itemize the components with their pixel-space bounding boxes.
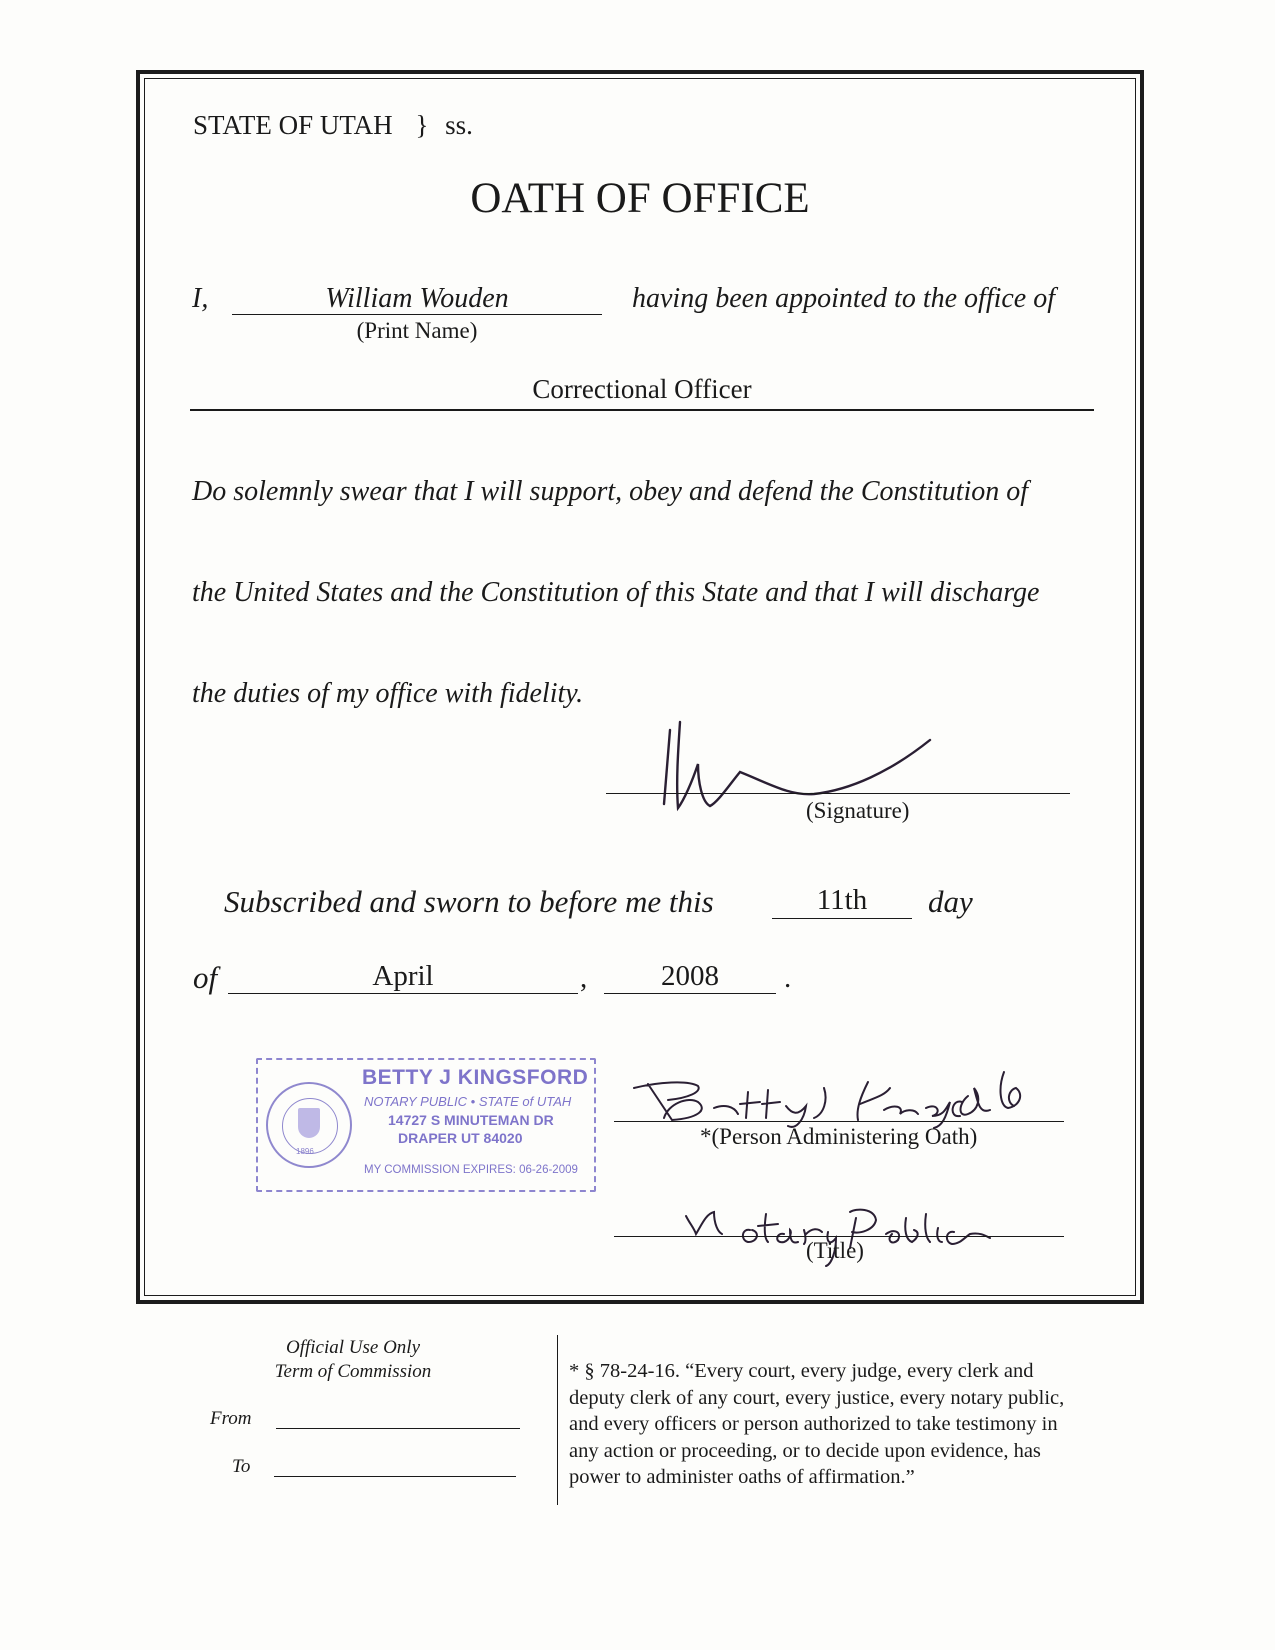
brace: } bbox=[415, 110, 429, 140]
month-line bbox=[228, 993, 578, 994]
title-line bbox=[614, 1236, 1064, 1237]
day-word: day bbox=[928, 884, 973, 919]
appointment-prefix: I, bbox=[192, 283, 209, 314]
to-line bbox=[274, 1476, 516, 1477]
statute-line: and every officers or person authorized to take testimony in bbox=[569, 1413, 1058, 1435]
appointee-name: William Wouden bbox=[325, 283, 509, 314]
oath-line-1: Do solemnly swear that I will support, obey and defend the Constitution of bbox=[192, 476, 1029, 507]
oath-line-3: the duties of my office with fidelity. bbox=[192, 678, 584, 709]
term-of-commission-line: Term of Commission bbox=[274, 1361, 432, 1382]
footer-divider bbox=[557, 1335, 558, 1505]
statute-line: any action or proceeding, or to decide upon evidence, has bbox=[569, 1439, 1041, 1462]
stamp-line-2: 14727 S MINUTEMAN DR bbox=[388, 1112, 554, 1128]
notary-stamp bbox=[256, 1058, 596, 1192]
stamp-expires: MY COMMISSION EXPIRES: 06-26-2009 bbox=[364, 1164, 578, 1176]
state-label: STATE OF UTAH bbox=[193, 110, 393, 140]
month-comma: , bbox=[580, 962, 588, 994]
administering-line bbox=[614, 1121, 1064, 1122]
sworn-month: April bbox=[372, 960, 434, 992]
sworn-day: 11th bbox=[816, 884, 868, 916]
office-title: Correctional Officer bbox=[532, 374, 752, 404]
subscribed-text: Subscribed and sworn to before me this bbox=[224, 884, 714, 919]
appointment-suffix: having been appointed to the office of bbox=[632, 283, 1056, 314]
seal-year: 1896 bbox=[296, 1147, 314, 1156]
title-signature bbox=[680, 1188, 1060, 1268]
stamp-line-3: DRAPER UT 84020 bbox=[398, 1130, 523, 1146]
name-caption: (Print Name) bbox=[356, 318, 478, 343]
name-line bbox=[232, 314, 602, 315]
day-line bbox=[772, 918, 912, 919]
administering-caption: *(Person Administering Oath) bbox=[700, 1124, 978, 1149]
signature-caption: (Signature) bbox=[806, 798, 910, 823]
office-line bbox=[190, 409, 1094, 411]
statute-line: power to administer oaths of affirmation.” bbox=[569, 1466, 915, 1488]
state-header bbox=[193, 110, 473, 141]
signature-line bbox=[606, 793, 1070, 794]
stamp-name: BETTY J KINGSFORD bbox=[362, 1066, 589, 1089]
to-label: To bbox=[232, 1456, 251, 1477]
official-use-heading bbox=[228, 1336, 478, 1384]
official-use-line: Official Use Only bbox=[285, 1337, 421, 1358]
from-line bbox=[276, 1428, 520, 1429]
oath-line-2: the United States and the Constitution of this State and that I will discharge bbox=[192, 577, 1040, 608]
year-line bbox=[604, 993, 776, 994]
statute-line: deputy clerk of any court, every justice, every notary public, bbox=[569, 1386, 1065, 1409]
from-label: From bbox=[210, 1408, 252, 1429]
ss-label: ss. bbox=[445, 110, 473, 140]
statute-text bbox=[569, 1358, 1064, 1491]
title-caption: (Title) bbox=[806, 1238, 864, 1263]
year-period: . bbox=[784, 962, 792, 994]
state-seal-icon bbox=[266, 1082, 352, 1168]
sworn-year: 2008 bbox=[661, 960, 719, 992]
statute-line: * § 78-24-16. “Every court, every judge, every clerk and bbox=[569, 1360, 1034, 1382]
page-title: OATH OF OFFICE bbox=[470, 175, 810, 222]
stamp-line-1: NOTARY PUBLIC • STATE of UTAH bbox=[364, 1094, 572, 1109]
of-word: of bbox=[193, 960, 218, 995]
